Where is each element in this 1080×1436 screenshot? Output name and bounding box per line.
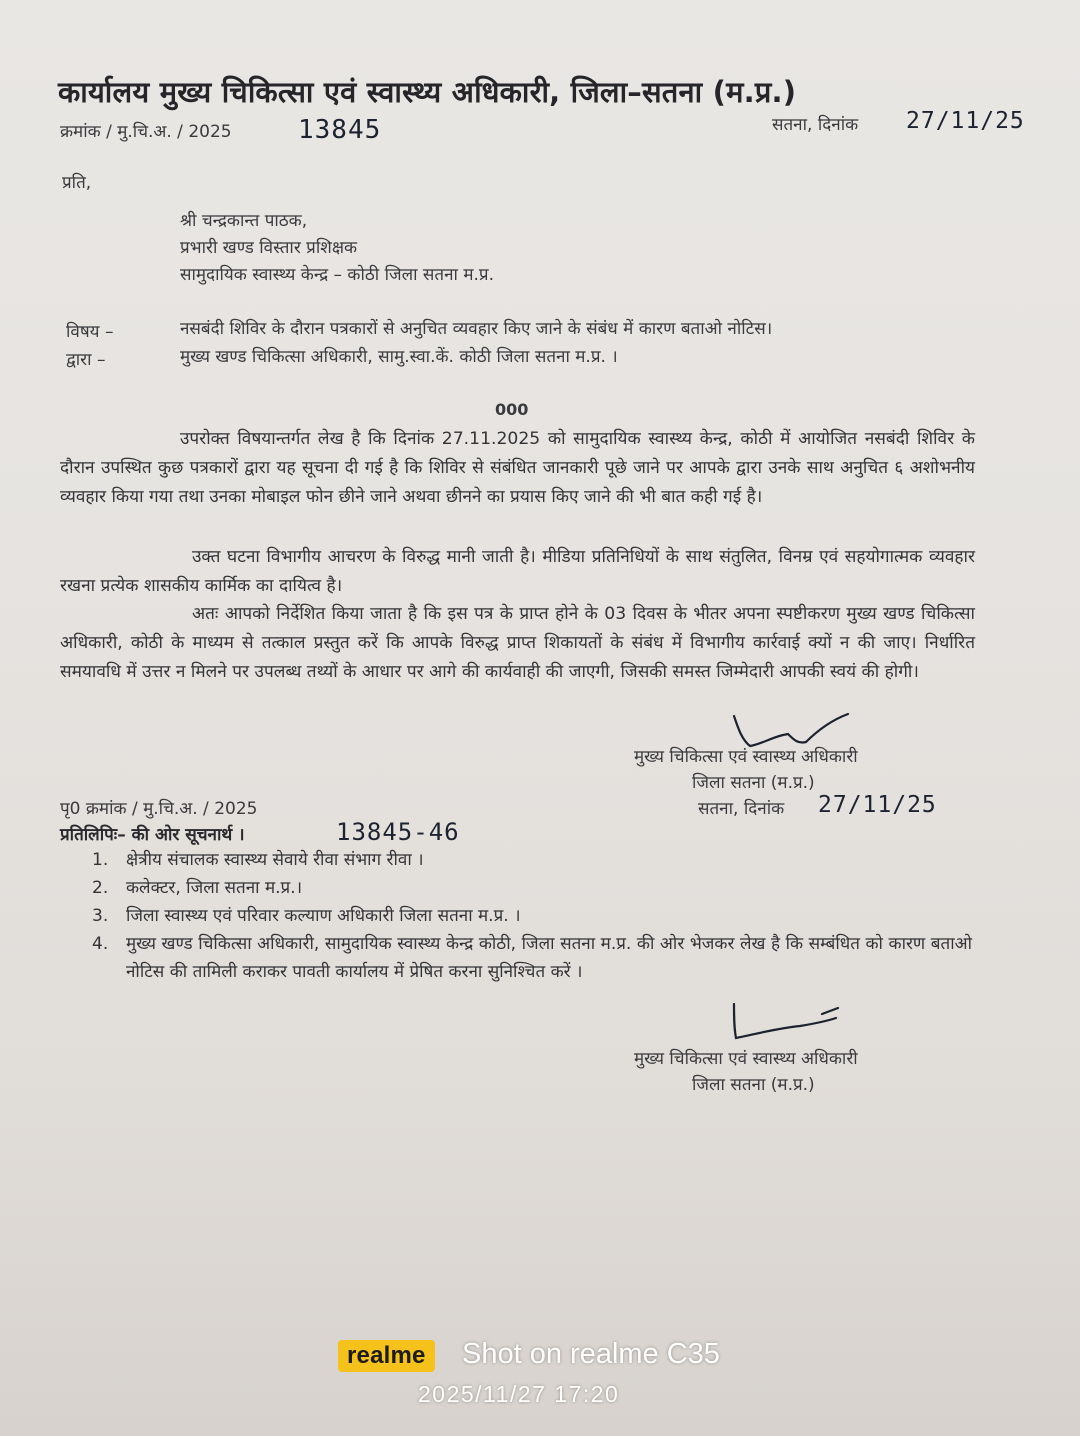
signature-scribble-2 xyxy=(726,1000,856,1046)
subject-text: नसबंदी शिविर के दौरान पत्रकारों से अनुचित व्यवहार किए जाने के संबंध में कारण बताओ नोटिस। xyxy=(180,319,773,339)
copy-item-1: क्षेत्रीय संचालक स्वास्थ्य सेवाये रीवा संभाग रीवा । xyxy=(126,850,424,870)
copy-item-4: मुख्य खण्ड चिकित्सा अधिकारी, सामुदायिक स्वास्थ्य केन्द्र कोठी, जिला सतना म.प्र. की ओर भेजकर लेख है कि सम्बंधित को कारण बताओ नोटिस की तामिली कराकर पावती कार्यालय में प्रेषित करना सुनिश्चित करें । xyxy=(126,934,972,982)
body-paragraph-2 xyxy=(60,543,975,601)
separator: 000 xyxy=(495,400,529,419)
to-label: प्रति, xyxy=(62,173,92,193)
signature2-title: मुख्य चिकित्सा एवं स्वास्थ्य अधिकारी xyxy=(634,1049,858,1069)
recipient-address: सामुदायिक स्वास्थ्य केन्द्र – कोठी जिला सतना म.प्र. xyxy=(180,265,494,285)
signature1-date-handwritten: 27/11/25 xyxy=(818,792,937,818)
signature1-place-date-label: सतना, दिनांक xyxy=(698,799,785,819)
body-paragraph-3 xyxy=(60,600,975,687)
copy-reference-label: पृ0 क्रमांक / मु.चि.अ. / 2025 xyxy=(60,799,258,819)
list-item: 1. क्षेत्रीय संचालक स्वास्थ्य सेवाये रीवा संभाग रीवा । xyxy=(92,846,972,874)
camera-timestamp: 2025/11/27 17:20 xyxy=(418,1381,620,1407)
via-text: मुख्य खण्ड चिकित्सा अधिकारी, सामु.स्वा.कें. कोठी जिला सतना म.प्र. । xyxy=(180,347,618,367)
list-item: 2. कलेक्टर, जिला सतना म.प्र.। xyxy=(92,874,972,902)
copy-heading: प्रतिलिपिः– की ओर सूचनार्थ । xyxy=(60,825,245,845)
body-paragraph-1 xyxy=(60,425,975,512)
reference-number-label: क्रमांक / मु.चि.अ. / 2025 xyxy=(60,122,232,142)
office-heading: कार्यालय मुख्य चिकित्सा एवं स्वास्थ्य अधिकारी, जिला–सतना (म.प्र.) xyxy=(58,75,797,109)
reference-number-handwritten: 13845 xyxy=(298,115,382,145)
camera-shot-text: Shot on realme C35 xyxy=(462,1338,720,1370)
signature1-district: जिला सतना (म.प्र.) xyxy=(692,773,815,793)
signature1-title: मुख्य चिकित्सा एवं स्वास्थ्य अधिकारी xyxy=(634,747,858,767)
signature2-district: जिला सतना (म.प्र.) xyxy=(692,1075,815,1095)
header-date-handwritten: 27/11/25 xyxy=(906,108,1025,134)
recipient-designation: प्रभारी खण्ड विस्तार प्रशिक्षक xyxy=(180,238,358,258)
body-paragraph-3-text: अतः आपको निर्देशित किया जाता है कि इस पत्र के प्राप्त होने के 03 दिवस के भीतर अपना स्पष्टीकरण मुख्य खण्ड चिकित्सा अधिकारी, कोठी के माध्यम से तत्काल प्रस्तुत करें कि आपके विरुद्ध प्राप्त शिकायतों के संबंध में विभागीय कार्रवाई क्यों न की जाए। निर्धारित समयावधि में उत्तर न मिलने पर उपलब्ध तथ्यों के आधार पर आगे की कार्यवाही की जाएगी, जिसकी समस्त जिम्मेदारी आपकी स्वयं की होगी। xyxy=(60,604,975,682)
header-place-date-label: सतना, दिनांक xyxy=(772,115,859,135)
via-label: द्वारा – xyxy=(66,350,106,370)
recipient-name: श्री चन्द्रकान्त पाठक, xyxy=(180,211,308,231)
body-paragraph-1-text: उपरोक्त विषयान्तर्गत लेख है कि दिनांक 27.11.2025 को सामुदायिक स्वास्थ्य केन्द्र, कोठी में आयोजित नसबंदी शिविर के दौरान उपस्थित कुछ पत्रकारों द्वारा यह सूचना दी गई है कि शिविर से संबंधित जानकारी पूछे जाने पर आपके द्वारा उनके साथ अनुचित ६ अशोभनीय व्यवहार किया गया तथा उनका मोबाइल फोन छीने जाने अथवा छीनने का प्रयास किए जाने की भी बात कही गई है। xyxy=(60,429,975,507)
copy-item-2: कलेक्टर, जिला सतना म.प्र.। xyxy=(126,878,303,898)
copy-list xyxy=(92,846,972,986)
list-item: 3. जिला स्वास्थ्य एवं परिवार कल्याण अधिकारी जिला सतना म.प्र. । xyxy=(92,902,972,930)
list-item: 4. मुख्य खण्ड चिकित्सा अधिकारी, सामुदायिक स्वास्थ्य केन्द्र कोठी, जिला सतना म.प्र. की ओर भेजकर लेख है कि सम्बंधित को कारण बताओ नोटिस की तामिली कराकर पावती कार्यालय में प्रेषित करना सुनिश्चित करें । xyxy=(92,930,972,986)
copy-reference-handwritten: 13845-46 xyxy=(336,818,460,846)
body-paragraph-2-text: उक्त घटना विभागीय आचरण के विरुद्ध मानी जाती है। मीडिया प्रतिनिधियों के साथ संतुलित, विनम्र एवं सहयोगात्मक व्यवहार रखना प्रत्येक शासकीय कार्मिक का दायित्व है। xyxy=(60,547,975,596)
subject-label: विषय – xyxy=(66,322,114,342)
camera-brand-badge: realme xyxy=(338,1340,435,1372)
copy-item-3: जिला स्वास्थ्य एवं परिवार कल्याण अधिकारी जिला सतना म.प्र. । xyxy=(126,906,521,926)
